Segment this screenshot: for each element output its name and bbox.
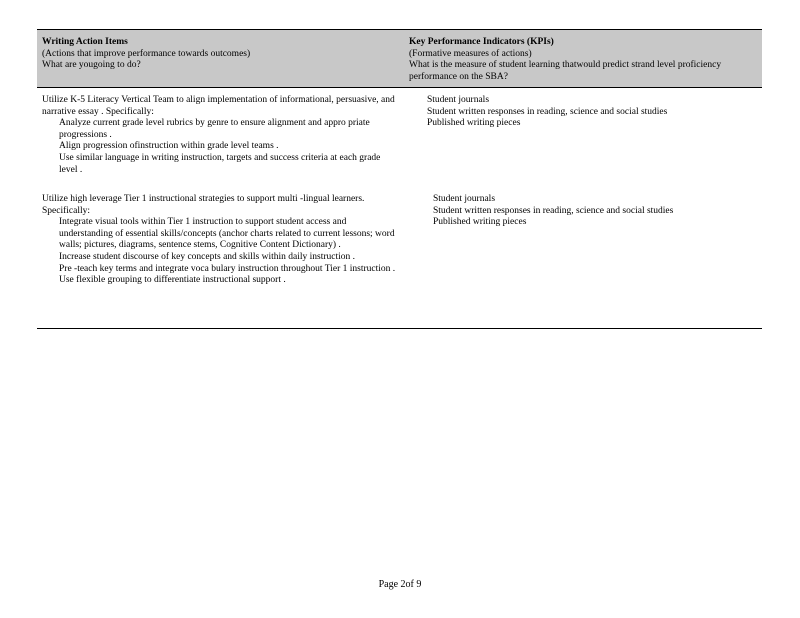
bullet-icon bbox=[415, 206, 433, 218]
section1-actions bbox=[42, 95, 397, 176]
section2-actions bbox=[42, 194, 397, 287]
bullet-icon bbox=[42, 264, 59, 276]
bullet-icon bbox=[409, 107, 427, 119]
right-header-subtitle: (Formative measures of actions) bbox=[409, 48, 532, 59]
bullet-icon bbox=[42, 153, 59, 176]
section2-intro: Utilize high leverage Tier 1 instructional strategies to support multi -lingual learners. Specifically: bbox=[42, 194, 365, 216]
page-number: Page 2of 9 bbox=[378, 579, 422, 590]
list-item: Student journals bbox=[415, 194, 760, 206]
list-item: Analyze current grade level rubrics by genre to ensure alignment and appro priate progressions . bbox=[42, 118, 397, 141]
right-header-question: What is the measure of student learning thatwould predict strand level proficiency performance on the SBA? bbox=[409, 60, 722, 82]
list-item: Use flexible grouping to differentiate instructional support . bbox=[42, 275, 397, 287]
header-left bbox=[42, 37, 397, 72]
right-header-title: Key Performance Indicators (KPIs) bbox=[409, 37, 554, 47]
list-item: Published writing pieces bbox=[415, 217, 760, 229]
list-item: Published writing pieces bbox=[409, 118, 754, 130]
list-item: Integrate visual tools within Tier 1 instruction to support student access and understanding of essential skills/concepts (anchor charts related to current lessons; word walls; pictures, diagrams, sentence stems, Cognitive Content Dictionary) . bbox=[42, 217, 397, 252]
table-header bbox=[37, 29, 762, 88]
bullet-icon bbox=[42, 252, 59, 264]
bullet-icon bbox=[42, 118, 59, 141]
bullet-icon bbox=[409, 118, 427, 130]
left-header-subtitle: (Actions that improve performance towards outcomes) bbox=[42, 48, 251, 59]
list-item: Student journals bbox=[409, 95, 754, 107]
bullet-icon bbox=[42, 141, 59, 153]
bullet-icon bbox=[415, 217, 433, 229]
list-item: Use similar language in writing instruction, targets and success criteria at each grade level . bbox=[42, 153, 397, 176]
bullet-icon bbox=[415, 194, 433, 206]
section2-kpis bbox=[415, 194, 760, 229]
section1-kpis bbox=[409, 95, 754, 130]
list-item: Increase student discourse of key concepts and skills within daily instruction . bbox=[42, 252, 397, 264]
section1-intro: Utilize K-5 Literacy Vertical Team to align implementation of informational, persuasive, and narrative essay . Specifically: bbox=[42, 95, 395, 117]
bullet-icon bbox=[42, 217, 59, 252]
list-item: Pre -teach key terms and integrate voca bulary instruction throughout Tier 1 instruction . bbox=[42, 264, 397, 276]
header-right bbox=[409, 37, 754, 83]
left-header-title: Writing Action Items bbox=[42, 37, 128, 47]
bullet-icon bbox=[42, 275, 59, 287]
list-item: Student written responses in reading, science and social studies bbox=[409, 107, 754, 119]
list-item: Student written responses in reading, science and social studies bbox=[415, 206, 760, 218]
list-item: Align progression ofinstruction within grade level teams . bbox=[42, 141, 397, 153]
table-body bbox=[37, 88, 762, 329]
bullet-icon bbox=[409, 95, 427, 107]
left-header-question: What are yougoing to do? bbox=[42, 60, 141, 71]
action-items-table bbox=[37, 29, 762, 329]
